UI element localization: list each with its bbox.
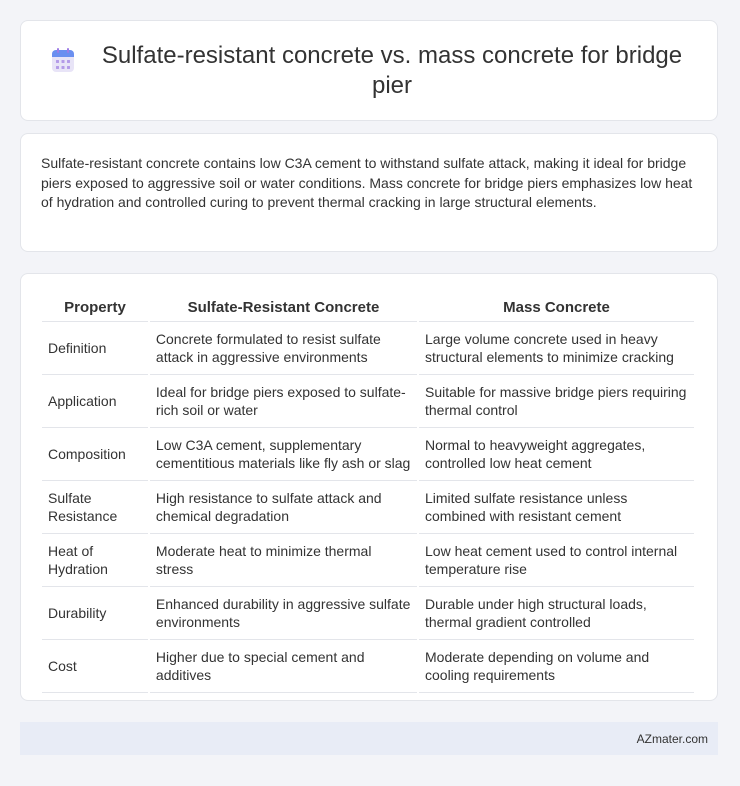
intro-text: Sulfate-resistant concrete contains low C3A cement to withstand sulfate attack, making it ideal for bridge piers exposed to aggressive soil or water conditions. Mass concrete for bridge piers emphasizes low heat of hydration and controlled curing to prevent thermal cracking in large structural elements.	[41, 155, 693, 210]
title-card	[20, 20, 718, 121]
table-header-row	[42, 294, 694, 322]
comparison-table	[40, 294, 696, 693]
row-property: Definition	[42, 322, 148, 375]
row-mass-value: Normal to heavyweight aggregates, controlled low heat cement	[419, 428, 694, 481]
row-mass-value: Moderate depending on volume and cooling requirements	[419, 640, 694, 693]
table-row	[42, 481, 694, 534]
row-property: Composition	[42, 428, 148, 481]
row-property: Cost	[42, 640, 148, 693]
page-title: Sulfate-resistant concrete vs. mass concrete for bridge pier	[101, 41, 683, 99]
calendar-icon	[51, 47, 75, 73]
title-row	[51, 41, 687, 101]
row-mass-value: Low heat cement used to control internal temperature rise	[419, 534, 694, 587]
intro-card	[20, 133, 718, 252]
row-sulfate-value: High resistance to sulfate attack and chemical degradation	[150, 481, 417, 534]
table-row	[42, 587, 694, 640]
row-property: Sulfate Resistance	[42, 481, 148, 534]
row-sulfate-value: Ideal for bridge piers exposed to sulfate-rich soil or water	[150, 375, 417, 428]
row-mass-value: Large volume concrete used in heavy structural elements to minimize cracking	[419, 322, 694, 375]
row-mass-value: Durable under high structural loads, thermal gradient controlled	[419, 587, 694, 640]
comparison-card	[20, 273, 718, 701]
header-property: Property	[42, 294, 148, 322]
footer	[20, 722, 718, 755]
table-row	[42, 375, 694, 428]
header-sulfate-resistant: Sulfate-Resistant Concrete	[150, 294, 417, 322]
table-row	[42, 428, 694, 481]
row-sulfate-value: Moderate heat to minimize thermal stress	[150, 534, 417, 587]
row-sulfate-value: Higher due to special cement and additives	[150, 640, 417, 693]
table-row	[42, 322, 694, 375]
header-mass-concrete: Mass Concrete	[419, 294, 694, 322]
row-sulfate-value: Low C3A cement, supplementary cementitious materials like fly ash or slag	[150, 428, 417, 481]
footer-brand[interactable]: AZmater.com	[636, 731, 708, 746]
table-row	[42, 640, 694, 693]
row-sulfate-value: Enhanced durability in aggressive sulfate environments	[150, 587, 417, 640]
row-mass-value: Suitable for massive bridge piers requiring thermal control	[419, 375, 694, 428]
table-row	[42, 534, 694, 587]
row-sulfate-value: Concrete formulated to resist sulfate attack in aggressive environments	[150, 322, 417, 375]
row-mass-value: Limited sulfate resistance unless combined with resistant cement	[419, 481, 694, 534]
row-property: Durability	[42, 587, 148, 640]
row-property: Application	[42, 375, 148, 428]
row-property: Heat of Hydration	[42, 534, 148, 587]
